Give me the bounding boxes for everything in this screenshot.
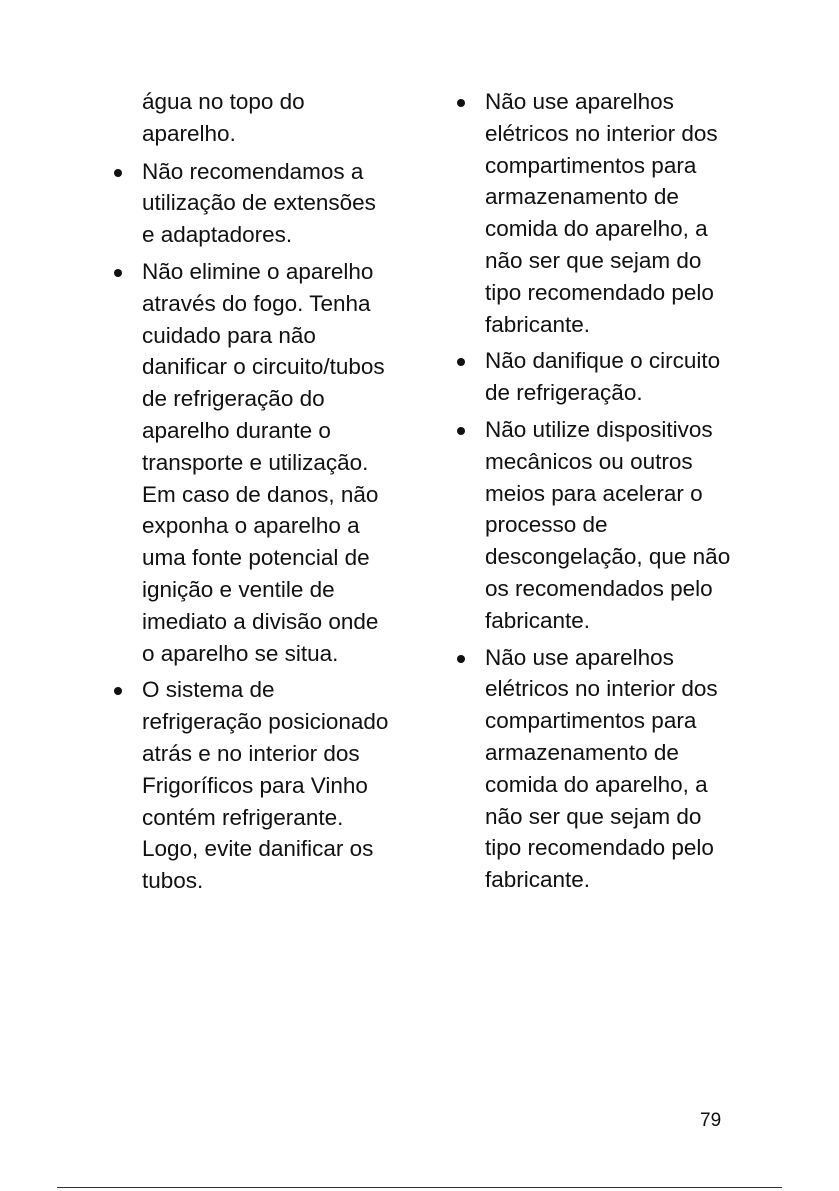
bullet-icon xyxy=(457,358,465,366)
left-column xyxy=(112,86,394,902)
continuation-text: água no topo do aparelho. xyxy=(142,89,305,146)
list-item xyxy=(455,642,737,896)
page-number: 79 xyxy=(700,1110,722,1131)
list-item xyxy=(455,86,737,340)
footer-divider xyxy=(57,1187,782,1188)
bullet-icon xyxy=(457,99,465,107)
list-item xyxy=(112,674,394,897)
list-item xyxy=(455,345,737,409)
bullet-icon xyxy=(457,427,465,435)
list-item xyxy=(112,256,394,669)
list-item-text: Não danifique o circuito de refrigeração. xyxy=(485,348,721,406)
right-bullet-list xyxy=(455,86,737,896)
list-item-text: Não elimine o aparelho através do fogo. Tenha cuidado para não danificar o circuito/tubos de refrigeração do aparelho durante o transporte e utilização. Em caso de danos, não exponha o aparelho a uma fonte potencial de ignição e ventile de imediato a divisão onde o aparelho se situa. xyxy=(142,258,385,666)
bullet-icon xyxy=(114,269,122,277)
list-item-text: Não use aparelhos elétricos no interior dos compartimentos para armazenamento de comida do aparelho, a não ser que sejam do tipo recomendado pelo fabricante. xyxy=(485,644,718,893)
left-bullet-list xyxy=(112,156,394,897)
list-item-text: Não recomendamos a utilização de extensões e adaptadores. xyxy=(142,158,376,248)
right-column xyxy=(455,86,737,901)
bullet-icon xyxy=(114,169,122,177)
bullet-icon xyxy=(457,655,465,663)
list-item xyxy=(112,156,394,251)
bullet-icon xyxy=(114,687,122,695)
list-item-text: O sistema de refrigeração posicionado atrás e no interior dos Frigoríficos para Vinho contém refrigerante. Logo, evite danificar os tubos. xyxy=(142,677,389,894)
list-item-text: Não utilize dispositivos mecânicos ou outros meios para acelerar o processo de descongelação, que não os recomendados pelo fabricante. xyxy=(485,416,731,633)
list-item-text: Não use aparelhos elétricos no interior dos compartimentos para armazenamento de comida do aparelho, a não ser que sejam do tipo recomendado pelo fabricante. xyxy=(485,89,718,337)
list-item xyxy=(455,414,737,637)
